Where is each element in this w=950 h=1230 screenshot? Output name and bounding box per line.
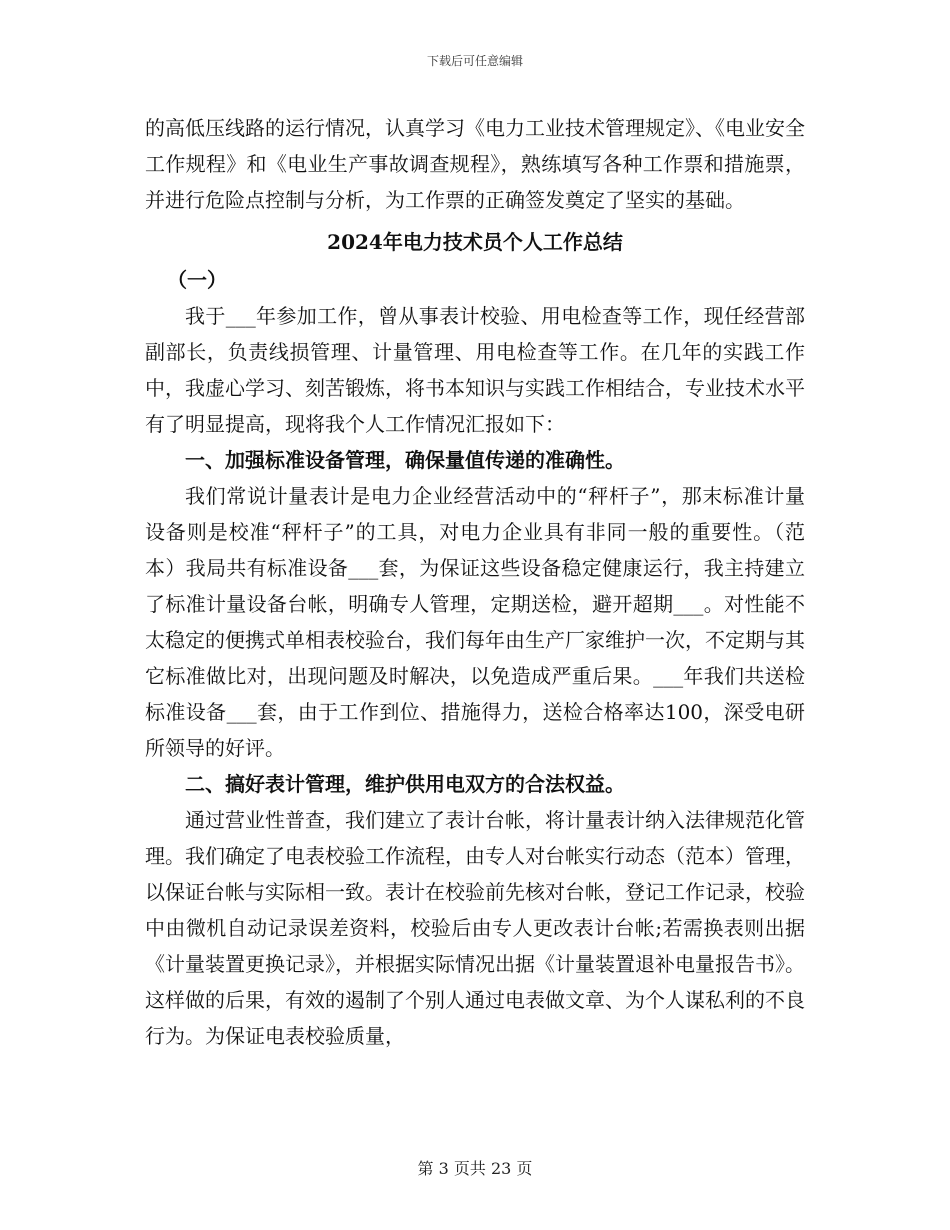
paragraph-3: 通过营业性普查，我们建立了表计台帐，将计量表计纳入法律规范化管理。我们确定了电表校验工作流程，由专人对台帐实行动态（范本）管理，以保证台帐与实际相一致。表计在校验前先核对台帐，登记工作记录，校验中由微机自动记录误差资料，校验后由专人更改表计台帐;若需换表则出据《计量装置更换记录》，并根据实际情况出据《计量装置退补电量报告书》。这样做的后果，有效的遏制了个别人通过电表做文章、为个人谋私利的不良行为。为保证电表校验质量， (145, 808, 805, 1048)
document-title: 2024年电力技术员个人工作总结 (327, 230, 623, 254)
document-body (145, 110, 805, 1054)
section-marker: （一） (167, 268, 227, 292)
paragraph-1: 我于___年参加工作，曾从事表计校验、用电检查等工作，现任经营部副部长，负责线损管理、计量管理、用电检查等工作。在几年的实践工作中，我虚心学习、刻苦锻炼，将书本知识与实践工作相结合，专业技术水平有了明显提高，现将我个人工作情况汇报如下： (145, 304, 805, 436)
intro-paragraph: 的高低压线路的运行情况，认真学习《电力工业技术管理规定》、《电业安全工作规程》和《电业生产事故调查规程》，熟练填写各种工作票和措施票，并进行危险点控制与分析，为工作票的正确签发奠定了坚实的基础。 (145, 116, 805, 212)
paragraph-2: 我们常说计量表计是电力企业经营活动中的“秤杆子”，那末标准计量设备则是校准“秤杆子”的工具，对电力企业具有非同一般的重要性。（范本）我局共有标准设备___套，为保证这些设备稳定健康运行，我主持建立了标准计量设备台帐，明确专人管理，定期送检，避开超期___。对性能不太稳定的便携式单相表校验台，我们每年由生产厂家维护一次，不定期与其它标准做比对，出现问题及时解决，以免造成严重后果。___年我们共送检标准设备___套，由于工作到位、措施得力，送检合格率达100，深受电研所领导的好评。 (145, 484, 805, 760)
page-footer: 第 3 页共 23 页 (417, 1159, 533, 1178)
section-heading-1: 一、加强标准设备管理，确保量值传递的准确性。 (185, 448, 625, 472)
page-header: 下载后可任意编辑 (426, 54, 523, 68)
section-heading-2: 二、搞好表计管理，维护供用电双方的合法权益。 (185, 772, 625, 796)
